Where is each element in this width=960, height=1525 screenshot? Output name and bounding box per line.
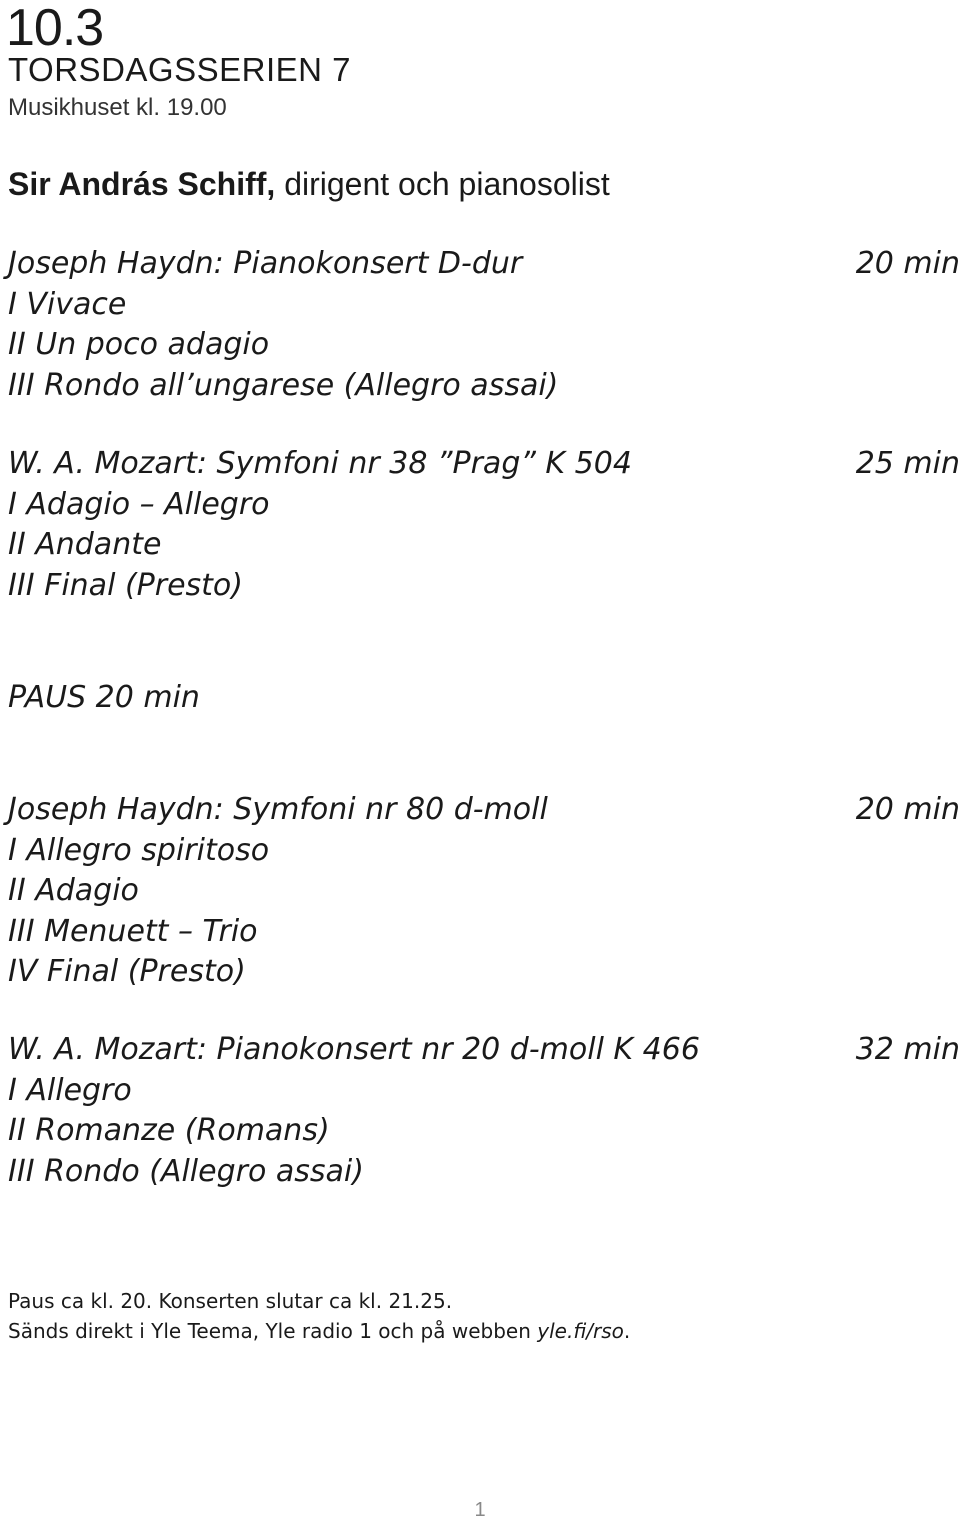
movement: III Final (Presto) xyxy=(8,567,243,603)
concert-venue-time: Musikhuset kl. 19.00 xyxy=(8,94,227,121)
page-number: 1 xyxy=(474,1499,486,1521)
work-heading xyxy=(8,790,960,831)
broadcast-punct: . xyxy=(623,1319,631,1343)
movement: III Menuett – Trio xyxy=(8,913,258,949)
movement: III Rondo (Allegro assai) xyxy=(8,1153,364,1189)
movement: I Allegro xyxy=(8,1072,132,1108)
work-mozart-piano-concerto-20 xyxy=(8,1030,960,1192)
movement: IV Final (Presto) xyxy=(8,954,246,989)
work-duration: 25 min xyxy=(855,446,960,481)
concert-series: TORSDAGSSERIEN 7 xyxy=(8,51,351,88)
work-duration: 20 min xyxy=(855,792,960,827)
work-heading xyxy=(8,1030,960,1071)
performer-name: Sir András Schiff, xyxy=(8,166,276,202)
work-mozart-symphony-38 xyxy=(8,444,960,606)
work-haydn-symphony-80 xyxy=(8,790,960,993)
movement: I Vivace xyxy=(8,286,127,322)
work-title: Joseph Haydn: Pianokonsert D-dur xyxy=(8,246,523,281)
broadcast-text: Sänds direkt i Yle Teema, Yle radio 1 och på webben xyxy=(8,1319,538,1343)
performer-role: dirigent och pianosolist xyxy=(275,166,610,202)
performer-line xyxy=(8,164,610,204)
work-duration: 32 min xyxy=(855,1032,960,1067)
movement: III Rondo all’ungarese (Allegro assai) xyxy=(8,367,559,403)
movement: II Adagio xyxy=(8,873,139,908)
broadcast-link[interactable]: yle.fi/rso xyxy=(537,1319,624,1343)
work-title: W. A. Mozart: Symfoni nr 38 ”Prag” K 504 xyxy=(8,446,632,481)
work-title: W. A. Mozart: Pianokonsert nr 20 d-moll K 466 xyxy=(8,1032,700,1067)
concert-date: 10.3 xyxy=(6,0,104,57)
intermission: PAUS 20 min xyxy=(8,680,200,715)
movement: II Un poco adagio xyxy=(8,327,270,362)
work-heading xyxy=(8,244,960,285)
work-title: Joseph Haydn: Symfoni nr 80 d-moll xyxy=(8,792,548,827)
broadcast-note xyxy=(8,1318,630,1344)
work-haydn-piano-concerto xyxy=(8,244,960,406)
work-heading xyxy=(8,444,960,485)
work-duration: 20 min xyxy=(855,246,960,281)
movement: I Allegro spiritoso xyxy=(8,832,270,868)
movement: II Andante xyxy=(8,527,162,562)
movement: II Romanze (Romans) xyxy=(8,1113,330,1148)
movement: I Adagio – Allegro xyxy=(8,486,270,522)
timing-note: Paus ca kl. 20. Konserten slutar ca kl. 21.25. xyxy=(8,1289,453,1313)
